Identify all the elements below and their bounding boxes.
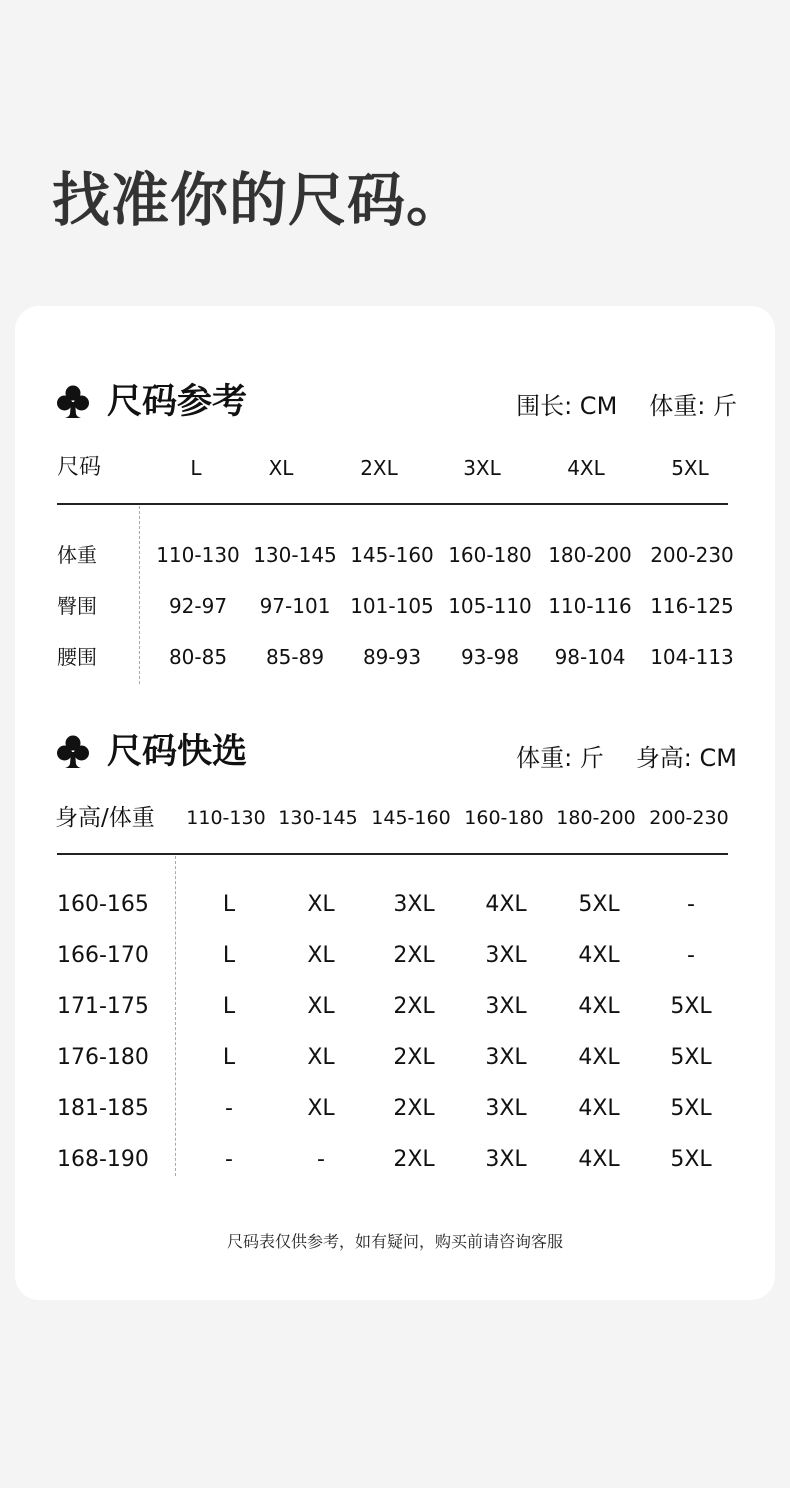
quick-select-header — [57, 730, 737, 780]
size-column-header: XL — [268, 456, 294, 480]
weight-column-header: 110-130 — [186, 807, 266, 829]
table-cell: 4XL — [578, 994, 620, 1019]
table-cell: XL — [307, 994, 335, 1019]
row-label: 体重 — [57, 543, 97, 567]
table-row — [15, 540, 775, 570]
row-label: 臀围 — [57, 594, 97, 618]
table-cell: - — [225, 1096, 233, 1121]
table-cell: 89-93 — [362, 645, 422, 669]
table-cell: 3XL — [485, 1045, 527, 1070]
table-cell: 5XL — [670, 1096, 712, 1121]
table-cell: 3XL — [485, 943, 527, 968]
table-cell: XL — [307, 892, 335, 917]
table-cell: 4XL — [578, 1147, 620, 1172]
weight-column-header: 200-230 — [649, 807, 729, 829]
unit-weight-label: 体重: 斤 — [516, 744, 604, 772]
table-cell: 2XL — [393, 1096, 435, 1121]
row-label: 176-180 — [57, 1045, 149, 1070]
footnote: 尺码表仅供参考，如有疑问，购买前请咨询客服 — [226, 1232, 563, 1251]
table-cell: XL — [307, 943, 335, 968]
table-cell: 4XL — [578, 943, 620, 968]
table-cell: 97-101 — [259, 594, 331, 618]
weight-column-header: 180-200 — [556, 807, 636, 829]
table-cell: 98-104 — [554, 645, 626, 669]
table-row — [15, 1043, 775, 1073]
table-cell: 2XL — [393, 994, 435, 1019]
size-column-header: L — [190, 456, 202, 480]
table-cell: 3XL — [485, 994, 527, 1019]
table-cell: 5XL — [670, 1147, 712, 1172]
table-cell: 2XL — [393, 1045, 435, 1070]
table-cell: 101-105 — [350, 594, 434, 618]
table-cell: 5XL — [670, 1045, 712, 1070]
club-suit-icon — [57, 734, 89, 770]
table-row — [15, 1145, 775, 1175]
table-row — [15, 941, 775, 971]
table-cell: 3XL — [393, 892, 435, 917]
height-weight-header-label: 身高/体重 — [55, 805, 155, 831]
table-row — [15, 642, 775, 672]
table-cell: L — [222, 1045, 236, 1070]
table-cell: 180-200 — [548, 543, 632, 567]
table-cell: 105-110 — [448, 594, 532, 618]
table-cell: 80-85 — [168, 645, 228, 669]
table-cell: - — [687, 892, 695, 917]
quick-select-header-row — [15, 803, 775, 833]
table-cell: 93-98 — [460, 645, 520, 669]
table-cell: 92-97 — [168, 594, 228, 618]
table-cell: L — [222, 943, 236, 968]
size-column-header: 3XL — [463, 456, 501, 480]
size-column-header: 2XL — [360, 456, 398, 480]
table-cell: 85-89 — [265, 645, 325, 669]
size-reference-header-row — [15, 453, 775, 483]
table-cell: 160-180 — [448, 543, 532, 567]
table-row — [15, 890, 775, 920]
size-column-header: 5XL — [671, 456, 709, 480]
table-divider — [57, 853, 728, 855]
table-cell: 5XL — [670, 994, 712, 1019]
table-cell: 130-145 — [253, 543, 337, 567]
page-title: 找准你的尺码。 — [52, 166, 466, 234]
club-suit-icon — [57, 384, 89, 420]
table-cell: 145-160 — [350, 543, 434, 567]
table-cell: 3XL — [485, 1147, 527, 1172]
size-column-header: 4XL — [567, 456, 605, 480]
weight-column-header: 130-145 — [278, 807, 358, 829]
table-cell: 104-113 — [650, 645, 734, 669]
table-cell: 4XL — [578, 1096, 620, 1121]
weight-column-header: 160-180 — [464, 807, 544, 829]
table-cell: 5XL — [578, 892, 620, 917]
table-cell: XL — [307, 1096, 335, 1121]
row-label: 160-165 — [57, 892, 149, 917]
row-label: 166-170 — [57, 943, 149, 968]
table-cell: XL — [307, 1045, 335, 1070]
table-row — [15, 591, 775, 621]
quick-select-title: 尺码快选 — [107, 732, 248, 772]
table-row — [15, 992, 775, 1022]
table-cell: 4XL — [578, 1045, 620, 1070]
size-header-label: 尺码 — [57, 455, 102, 480]
size-reference-header — [57, 380, 737, 430]
quick-select-units — [516, 744, 737, 772]
row-label: 168-190 — [57, 1147, 149, 1172]
table-cell: 4XL — [485, 892, 527, 917]
size-reference-units — [516, 392, 737, 420]
table-cell: 200-230 — [650, 543, 734, 567]
size-chart-card — [15, 306, 775, 1300]
table-cell: L — [222, 892, 236, 917]
table-cell: 2XL — [393, 1147, 435, 1172]
table-cell: - — [225, 1147, 233, 1172]
unit-length-label: 围长: CM — [516, 392, 618, 420]
table-cell: - — [687, 943, 695, 968]
table-cell: 3XL — [485, 1096, 527, 1121]
table-cell: - — [317, 1147, 325, 1172]
table-cell: L — [222, 994, 236, 1019]
weight-column-header: 145-160 — [371, 807, 451, 829]
table-cell: 110-130 — [156, 543, 240, 567]
row-label: 171-175 — [57, 994, 149, 1019]
row-label: 腰围 — [57, 645, 97, 669]
table-divider — [57, 503, 728, 505]
table-row — [15, 1094, 775, 1124]
table-cell: 110-116 — [548, 594, 632, 618]
unit-height-label: 身高: CM — [635, 744, 737, 772]
unit-weight-label: 体重: 斤 — [649, 392, 737, 420]
size-reference-title: 尺码参考 — [107, 382, 248, 422]
table-cell: 2XL — [393, 943, 435, 968]
row-label: 181-185 — [57, 1096, 149, 1121]
table-cell: 116-125 — [650, 594, 734, 618]
